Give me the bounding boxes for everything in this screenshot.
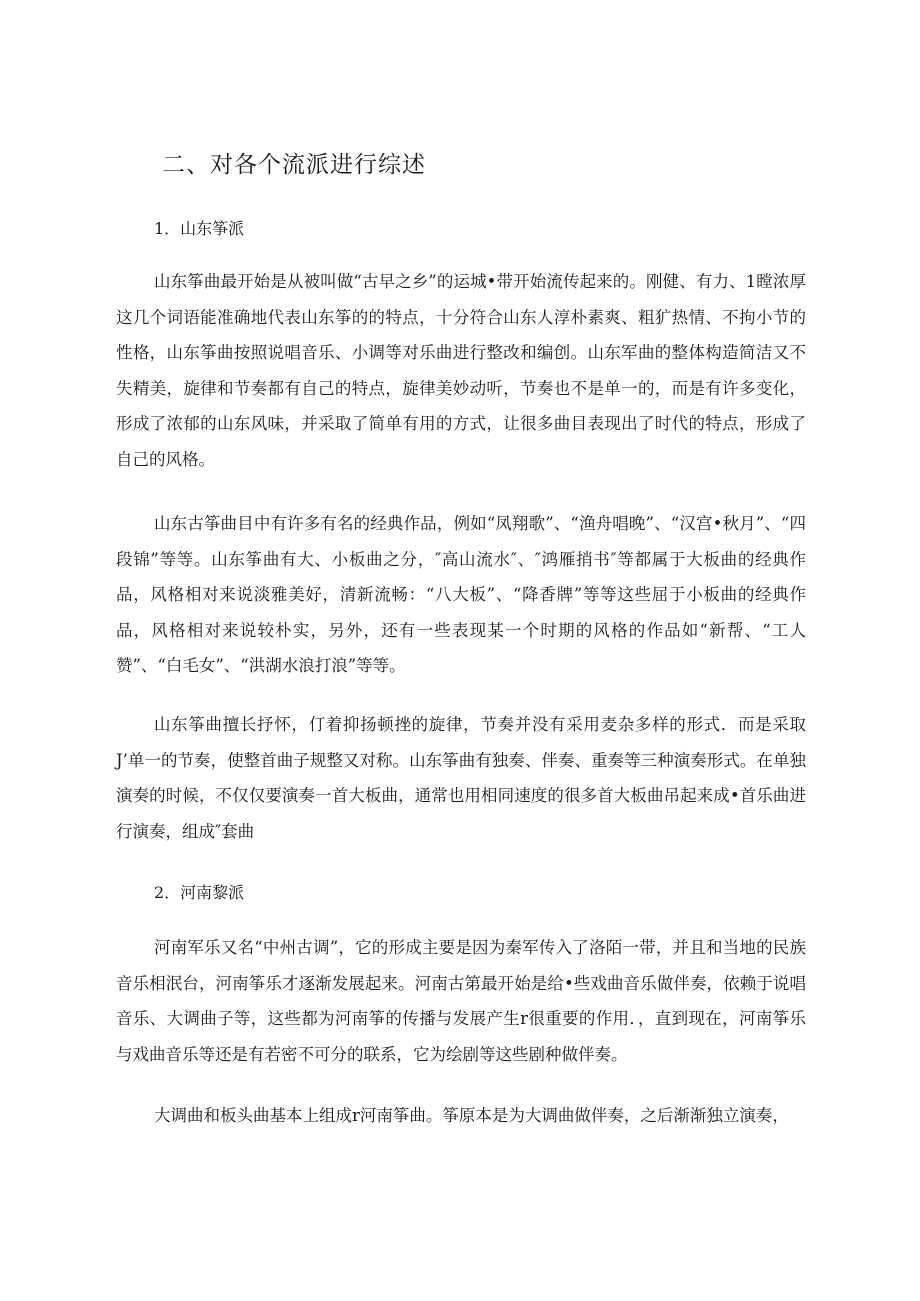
subsection-title-shandong: 1．山东筝派 — [154, 219, 245, 238]
subsection-title-henan: 2．河南黎派 — [154, 883, 245, 902]
paragraph: 山东筝曲擅长抒怀，仃着抑扬顿挫的旋律，节奏并没有采用麦杂多样的形式．而是采取J’单一的节奏，使整首曲子规整又对称。山东筝曲有独奏、伴奏、重奏等三种演奏形式。在单独演奏的时候，不仅仅要演奏一首大板曲，通常也用相同速度的很多首大板曲吊起来成•首乐曲进行演奏，组成″套曲 — [116, 715, 806, 841]
paragraph: 大调曲和板头曲基本上组成r河南筝曲。筝原本是为大调曲做伴奏，之后渐渐独立演奏， — [154, 1106, 789, 1125]
paragraph: 山东古筝曲目中有许多有名的经典作品，例如“凤翔歌”、“渔舟唱晚”、“汉宫•秋月”、“四段锦”等等。山东筝曲有大、小板曲之分，″高山流水″、″鸿雁捎书″等都属于大板曲的经典作品，风格相对来说淡雅美好，清新流畅：“八大板”、“降香牌”等等这些屈于小板曲的经典作品，风格相对来说较朴实，另外，还有一些表现某一个时期的风格的作品如“新帮、“工人赞”、“白毛女”、“洪湖水浪打浪”等等。 — [116, 514, 806, 675]
section-heading: 二、对各个流派进行综述 — [162, 152, 426, 178]
paragraph: 山东筝曲最开始是从被叫做“古早之乡”的运城•带开始流传起来的。刚健、有力、1瞠浓厚这几个词语能准确地代表山东筝的的特点，十分符合山东人淳朴素爽、粗犷热情、不拘小节的性格，山东筝曲按照说唱音乐、小调等对乐曲进行整改和编创。山东军曲的整体构造简洁又不失精美，旋律和节奏都有自己的特点，旋律美妙动听，节奏也不是单一的，而是有许多变化，形成了浓郁的山东风味，并采取了简单有用的方式，让很多曲目表现出了时代的特点，形成了自己的风格。 — [116, 272, 806, 469]
paragraph: 河南军乐又名“中州古调”，它的形成主要是因为秦军传入了洛陌一带，并且和当地的民族音乐相泯台，河南筝乐才逐渐发展起来。河南古第最开始是给•些戏曲音乐做伴奏，依赖于说唱音乐、大调曲子等，这些都为河南筝的传播与发展产生r很重要的作用．，直到现在，河南筝乐与戏曲音乐等还是有若密不可分的联系，它为绘剧等这些剧种做伴奏。 — [116, 938, 806, 1064]
